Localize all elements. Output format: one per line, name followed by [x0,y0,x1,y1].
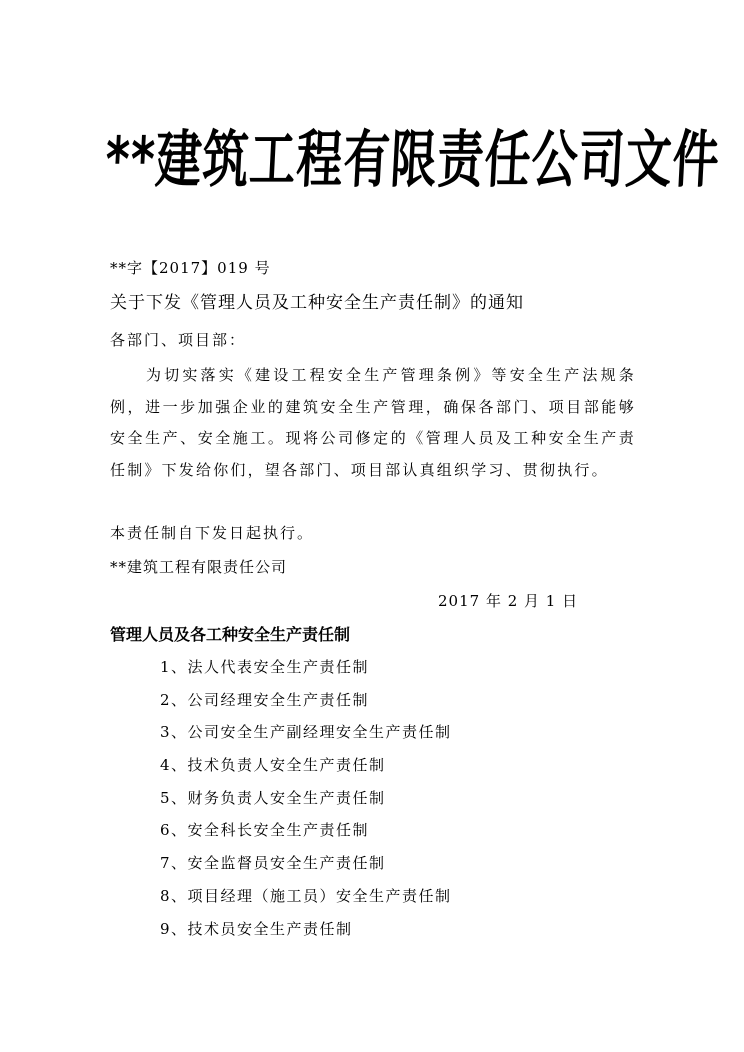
list-item: 4、技术负责人安全生产责任制 [160,756,386,775]
body-paragraph: 为切实落实《建设工程安全生产管理条例》等安全生产法规条例，进一步加强企业的建筑安全生产管理，确保各部门、项目部能够安全生产、安全施工。现将公司修定的《管理人员及工种安全生产责任制》下发给你们，望各部门、项目部认真组织学习、贯彻执行。 [110,366,636,479]
list-item: 5、财务负责人安全生产责任制 [160,788,386,807]
document-header-title: **建筑工程有限责任公司文件 [103,122,722,196]
section-title: 管理人员及各工种安全生产责任制 [110,625,351,644]
list-item: 8、项目经理（施工员）安全生产责任制 [160,886,452,905]
salutation: 各部门、项目部： [110,331,247,349]
list-item: 6、安全科长安全生产责任制 [160,821,370,840]
document-number: **字【2017】019 号 [110,259,271,277]
list-item: 3、公司安全生产副经理安全生产责任制 [160,723,452,742]
document-date: 2017 年 2 月 1 日 [438,592,579,610]
list-item: 2、公司经理安全生产责任制 [160,690,370,709]
list-item: 9、技术员安全生产责任制 [160,919,353,938]
company-signature: **建筑工程有限责任公司 [110,558,288,576]
notice-title: 关于下发《管理人员及工种安全生产责任制》的通知 [110,293,524,313]
execution-statement: 本责任制自下发日起执行。 [110,524,315,542]
list-item: 1、法人代表安全生产责任制 [160,658,370,676]
list-item: 7、安全监督员安全生产责任制 [160,854,386,873]
responsibility-list [160,657,452,951]
